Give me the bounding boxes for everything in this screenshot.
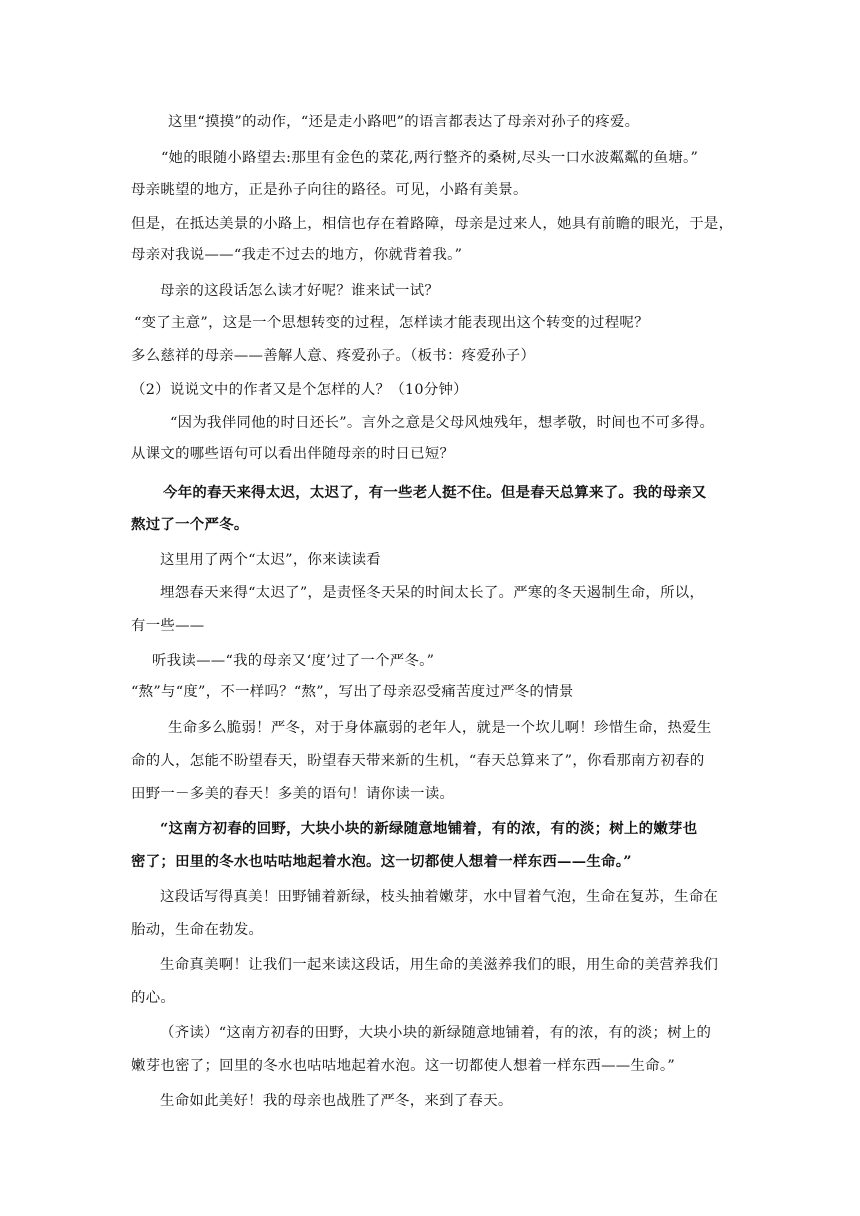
paragraph-line: “她的眼随小路望去:那里有金色的菜花,两行整齐的桑树,尽头一口水波粼粼的鱼塘。” — [161, 150, 699, 166]
quoted-text-bold: 密了；田里的冬水也咕咕地起着水泡。这一切都使人想着一样东西——生命。” — [131, 853, 632, 870]
paragraph-line: （齐读）“这南方初春的田野，大块小块的新绿随意地铺着，有的浓，有的淡；树上的 — [160, 1025, 712, 1041]
paragraph-line: 母亲的这段话怎么读才好呢？谁来试一试？ — [160, 283, 440, 299]
paragraph-line: 田野一－多美的春天！多美的语句！请你读一读。 — [131, 786, 455, 802]
paragraph-line: 命的人，怎能不盼望春天，盼望春天带来新的生机，“春天总算来了”，你看那南方初春的 — [131, 753, 705, 769]
paragraph-line: 生命如此美好！我的母亲也战胜了严冬，来到了春天。 — [160, 1093, 513, 1109]
quoted-text-bold: 熬过了一个严冬。 — [131, 516, 249, 533]
paragraph-line: 埋怨春天来得“太迟了”，是责怪冬天呆的时间太长了。严寒的冬天遏制生命，所以， — [160, 585, 705, 601]
section-heading: （2）说说文中的作者又是个怎样的人？（10分钟） — [131, 382, 468, 398]
quoted-text-bold: 今年的春天来得太迟，太迟了，有一些老人挺不住。但是春天总算来了。我的母亲又 — [163, 484, 707, 501]
paragraph-line: 但是，在抵达美景的小路上，相信也存在着路障，母亲是过来人，她具有前瞻的眼光，于是， — [131, 216, 734, 232]
paragraph-line: 听我读——“我的母亲又‘度’过了一个严冬。” — [152, 653, 435, 669]
paragraph-line: 生命真美啊！让我们一起来读这段话，用生命的美滋养我们的眼，用生命的美营养我们 — [160, 957, 719, 973]
paragraph-line: 这里用了两个“太迟”，你来读读看 — [160, 552, 381, 568]
paragraph-line: “熬”与“度”，不一样吗？“熬”，写出了母亲忍受痛苦度过严冬的情景 — [131, 684, 574, 700]
paragraph-line: 的心。 — [131, 990, 176, 1006]
paragraph-line: 多么慈祥的母亲——善解人意、疼爱孙子。（板书：疼爱孙子） — [131, 348, 536, 364]
paragraph-line: “变了主意”，这是一个思想转变的过程，怎样读才能表现出这个转变的过程呢？ — [134, 315, 649, 331]
paragraph-line: 生命多么脆弱！严冬，对于身体羸弱的老年人，就是一个坎儿啊！珍惜生命，热爱生 — [168, 720, 712, 736]
paragraph-line: 母亲眺望的地方，正是孙子向往的路径。可见，小路有美景。 — [131, 182, 528, 198]
paragraph-line: 从课文的哪些语句可以看出伴随母亲的时日已短？ — [131, 446, 455, 462]
paragraph-line: 母亲对我说——“我走不过去的地方，你就背着我。” — [131, 247, 463, 263]
paragraph-line: 这段话写得真美！田野铺着新绿，枝头抽着嫩芽，水中冒着气泡，生命在复苏，生命在 — [160, 889, 719, 905]
paragraph-line: 这里“摸摸”的动作，“还是走小路吧”的语言都表达了母亲对孙子的疼爱。 — [168, 114, 640, 130]
paragraph-line: 胎动，生命在勃发。 — [131, 922, 264, 938]
paragraph-line: 有一些—— — [131, 618, 205, 634]
paragraph-line: 嫩芽也密了；回里的冬水也咕咕地起着水泡。这一切都使人想着一样东西——生命。” — [131, 1058, 676, 1074]
quoted-text-bold: “这南方初春的回野，大块小块的新绿随意地铺着，有的浓，有的淡；树上的嫩芽也 — [160, 820, 698, 837]
paragraph-line: “因为我伴同他的时日还长”。言外之意是父母风烛残年，想孝敬，时间也不可多得。 — [170, 415, 715, 431]
